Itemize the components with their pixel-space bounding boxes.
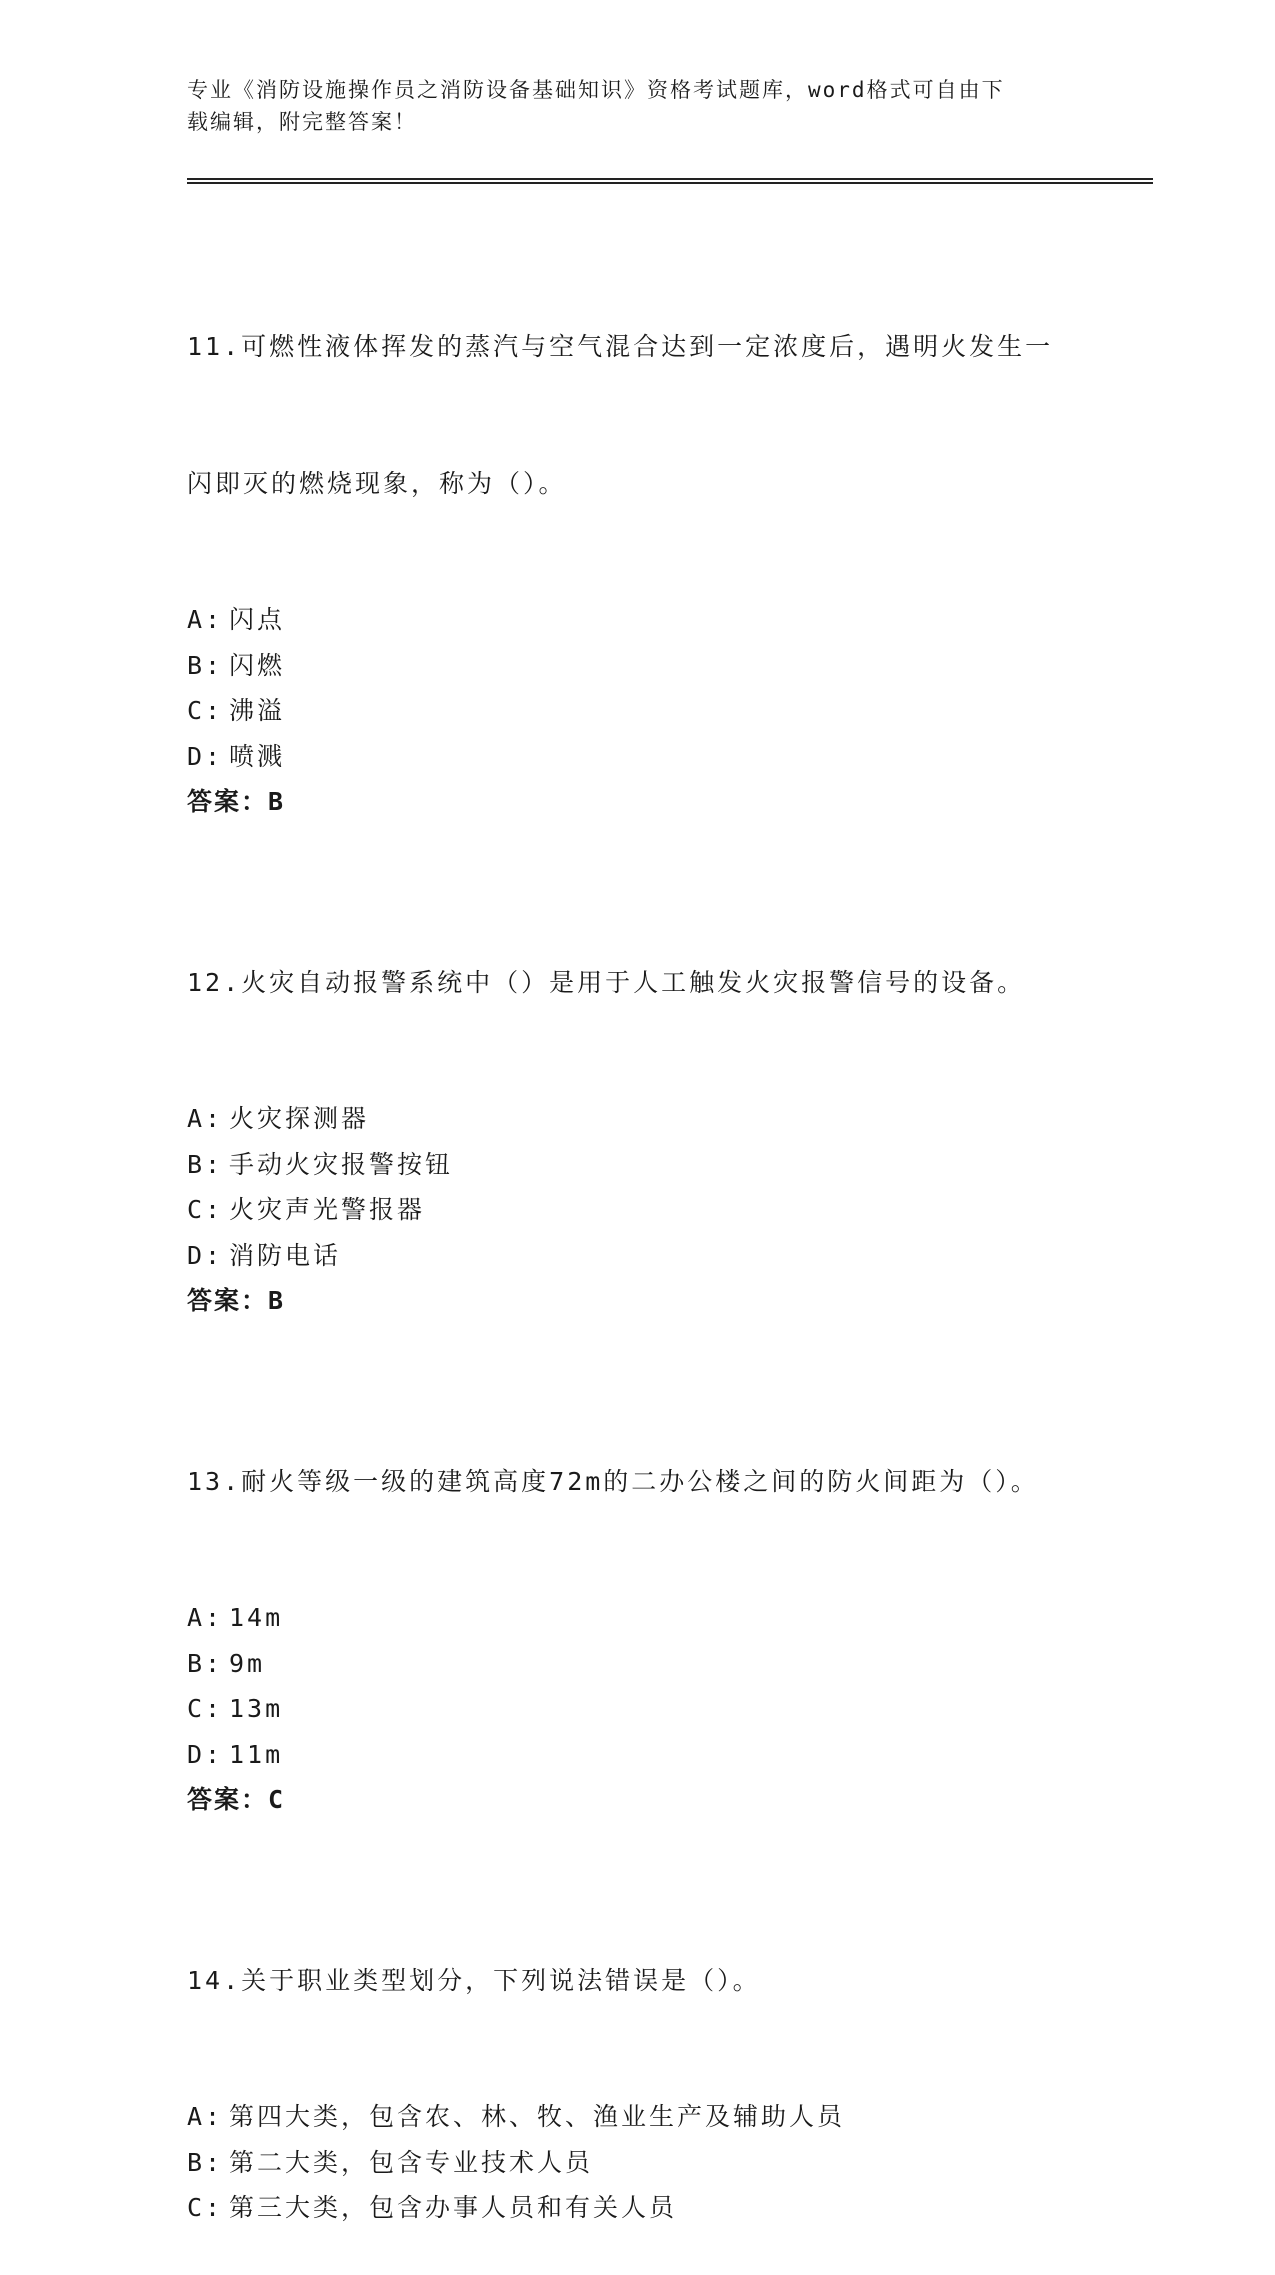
document-header [187,74,1067,138]
question-stem-line: 12.火灾自动报警系统中（）是用于人工触发火灾报警信号的设备。 [187,967,1026,997]
question-stem [187,869,1087,1097]
option-key: A: [187,2102,224,2131]
option-text: 闪燃 [229,650,286,680]
answer-line: 答案：B [187,1286,286,1315]
option-key: B: [187,1149,224,1179]
question-13 [187,1368,1087,1823]
option-text: 喷溅 [229,741,286,771]
option-key: A: [187,1603,224,1632]
header-divider [187,178,1153,184]
option-b [187,2140,1087,2186]
header-line-2: 载编辑，附完整答案！ [187,110,417,134]
question-stem-line: 闪即灭的燃烧现象，称为（）。 [187,468,567,498]
option-key: D: [187,741,224,771]
question-stem-line: 13.耐火等级一级的建筑高度72m的二办公楼之间的防火间距为（）。 [187,1466,1039,1496]
option-d [187,1233,1087,1279]
option-text: 火灾探测器 [229,1104,370,1133]
option-key: C: [187,1694,224,1723]
option-key: B: [187,2147,224,2177]
question-stem [187,1368,1087,1596]
option-text: 消防电话 [229,1240,342,1270]
option-d [187,1732,1087,1778]
option-key: D: [187,1240,224,1270]
option-key: A: [187,605,224,634]
option-a [187,1096,1087,1142]
option-text: 9m [229,1648,266,1678]
option-text: 闪点 [229,605,286,634]
option-c [187,688,1087,734]
option-key: A: [187,1104,224,1133]
question-stem-line: 14.关于职业类型划分，下列说法错误是（）。 [187,1965,761,1995]
option-c [187,1686,1087,1732]
question-list [187,233,1087,2275]
option-text: 火灾声光警报器 [229,1195,426,1224]
option-text: 14m [229,1603,284,1632]
option-key: D: [187,1739,224,1769]
option-text: 沸溢 [229,696,286,725]
question-12 [187,869,1087,1324]
question-14 [187,1867,1087,2231]
option-text: 第三大类，包含办事人员和有关人员 [229,2193,678,2222]
option-text: 第二大类，包含专业技术人员 [229,2147,594,2177]
option-c [187,2185,1087,2231]
option-a [187,597,1087,643]
option-d [187,734,1087,780]
option-text: 11m [229,1739,284,1769]
option-key: C: [187,696,224,725]
option-a [187,2094,1087,2140]
option-key: C: [187,1195,224,1224]
option-text: 手动火灾报警按钮 [229,1149,454,1179]
option-text: 13m [229,1694,284,1723]
question-stem [187,1867,1087,2095]
option-key: C: [187,2193,224,2222]
answer-line: 答案：C [187,1785,286,1814]
option-text: 第四大类，包含农、林、牧、渔业生产及辅助人员 [229,2102,846,2131]
question-11 [187,233,1087,825]
option-b [187,1641,1087,1687]
header-line-1: 专业《消防设施操作员之消防设备基础知识》资格考试题库，word格式可自由下 [187,78,1005,102]
question-stem-line: 11.可燃性液体挥发的蒸汽与空气混合达到一定浓度后，遇明火发生一 [187,332,1054,361]
answer-line: 答案：B [187,787,286,816]
option-b [187,643,1087,689]
question-stem [187,233,1087,597]
option-key: B: [187,1648,224,1678]
option-b [187,1142,1087,1188]
option-c [187,1187,1087,1233]
option-a [187,1595,1087,1641]
option-key: B: [187,650,224,680]
